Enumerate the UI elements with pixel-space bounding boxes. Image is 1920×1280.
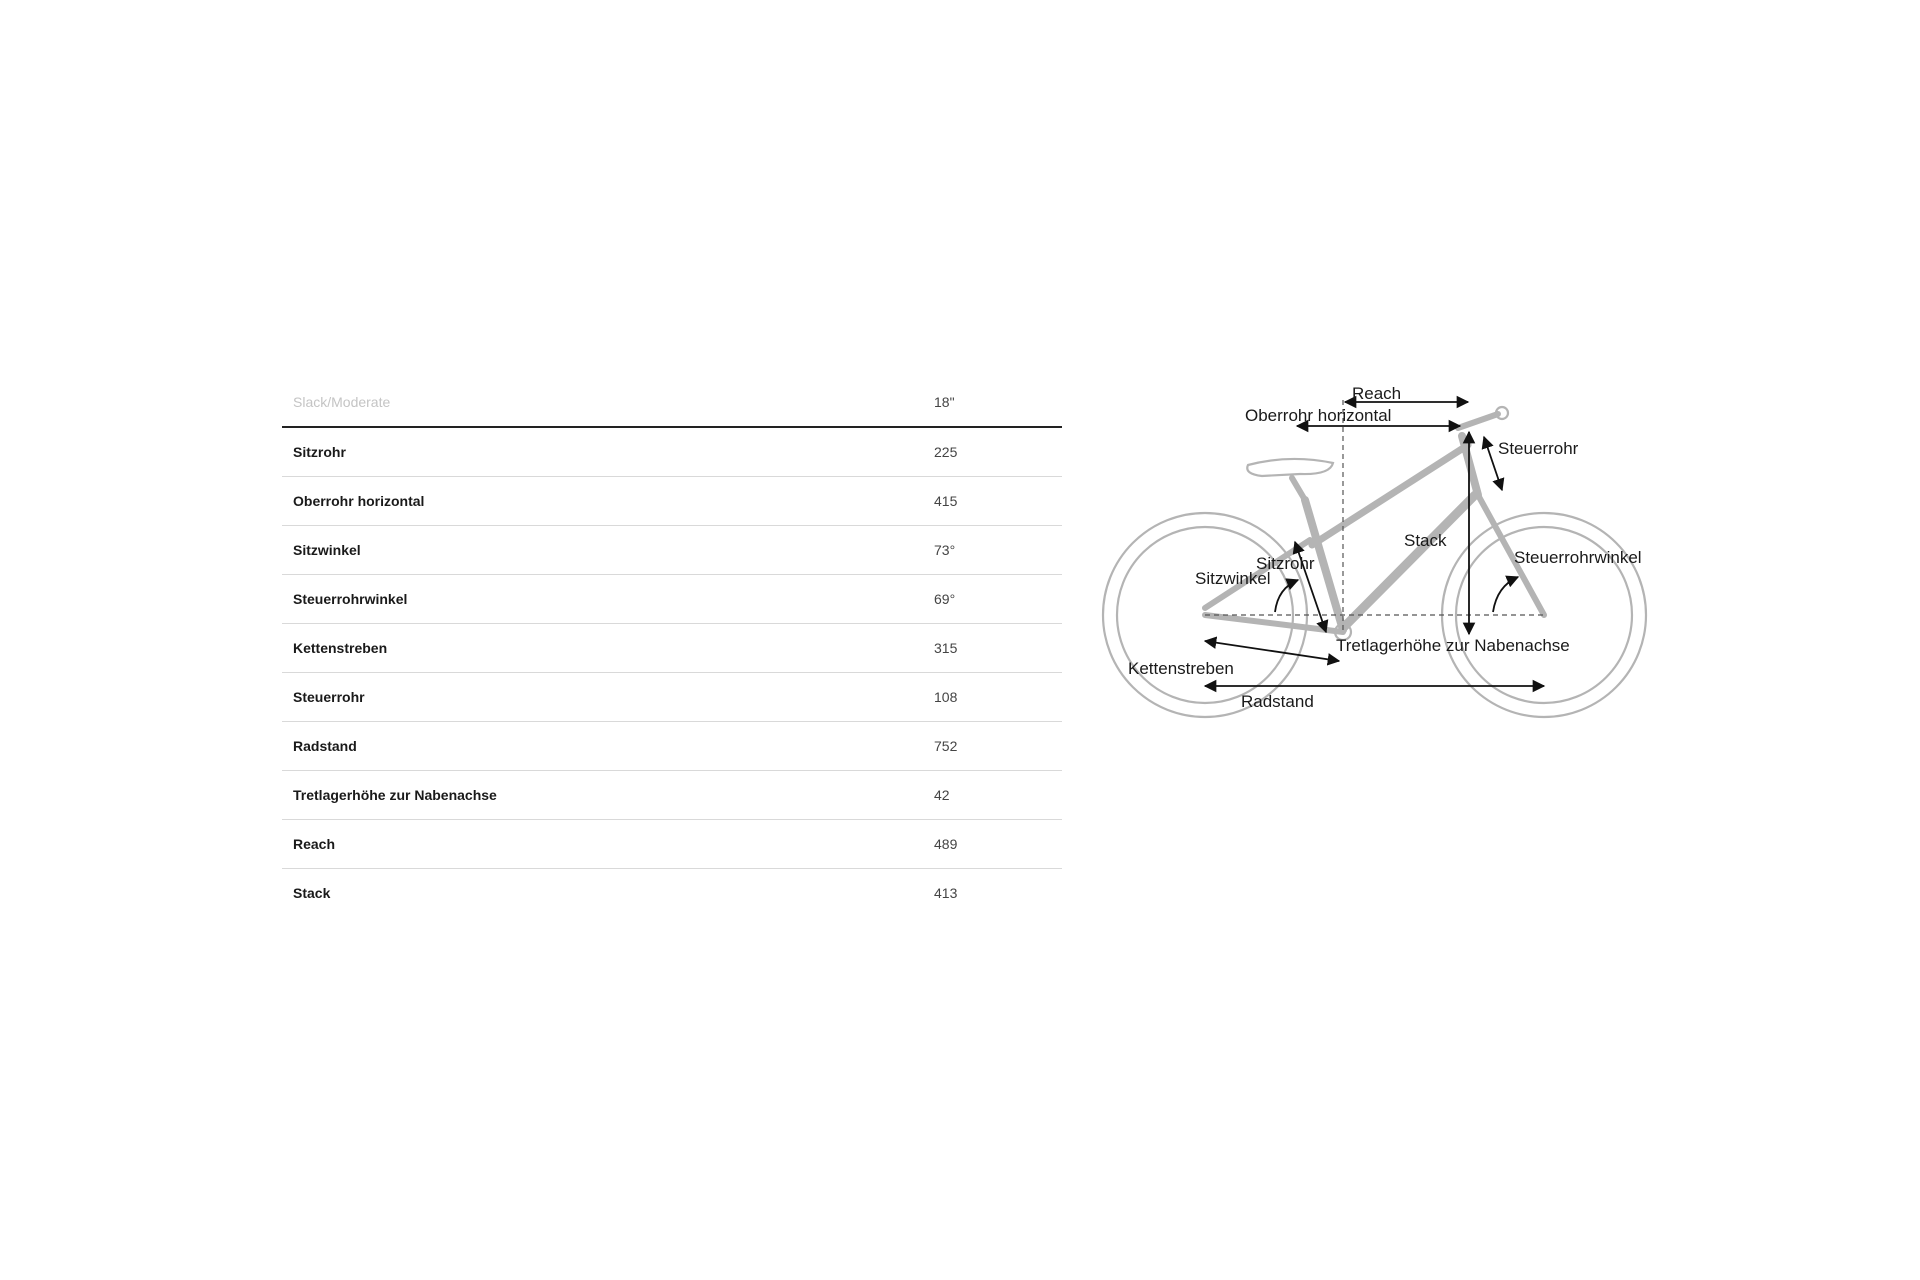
row-value: 315 (934, 640, 958, 656)
table-row (282, 428, 1062, 477)
seatpost (1292, 478, 1305, 500)
row-value: 225 (934, 444, 958, 460)
saddle (1247, 459, 1333, 476)
table-row (282, 771, 1062, 820)
label-stack: Stack (1404, 531, 1447, 550)
label-kettenstreben: Kettenstreben (1128, 659, 1234, 678)
steuerrohrwinkel-arc (1493, 577, 1518, 612)
label-reach: Reach (1352, 384, 1402, 403)
row-label: Sitzrohr (293, 444, 346, 460)
row-label: Oberrohr horizontal (293, 493, 425, 509)
row-value: 73° (934, 542, 956, 558)
table-row (282, 477, 1062, 526)
label-sitzrohr: Sitzrohr (1256, 554, 1315, 573)
row-label: Radstand (293, 738, 357, 754)
row-value: 489 (934, 836, 958, 852)
table-row (282, 673, 1062, 722)
row-label: Reach (293, 836, 336, 852)
row-label: Steuerrohrwinkel (293, 591, 408, 607)
row-label: Stack (293, 885, 331, 901)
kettenstreben-arrow (1205, 641, 1339, 661)
geometry-table (282, 378, 1062, 917)
row-value: 415 (934, 493, 958, 509)
row-value: 413 (934, 885, 958, 901)
row-value: 752 (934, 738, 958, 754)
label-steuerrohrwinkel: Steuerrohrwinkel (1514, 548, 1642, 567)
row-label: Tretlagerhöhe zur Nabenachse (293, 787, 497, 803)
header-geometry-label: Slack/Moderate (293, 394, 391, 410)
table-header (282, 378, 1062, 428)
label-radstand: Radstand (1241, 692, 1314, 711)
label-sitzwinkel: Sitzwinkel (1195, 569, 1271, 588)
table-row (282, 624, 1062, 673)
table-row (282, 869, 1062, 917)
table-row (282, 526, 1062, 575)
table-row (282, 722, 1062, 771)
stem (1458, 414, 1498, 428)
label-steuerrohr: Steuerrohr (1498, 439, 1579, 458)
row-value: 42 (934, 787, 950, 803)
label-tretlager: Tretlagerhöhe zur Nabenachse (1336, 636, 1570, 655)
bike-geometry-diagram (1095, 378, 1655, 728)
row-value: 69° (934, 591, 956, 607)
row-label: Steuerrohr (293, 689, 365, 705)
table-row (282, 575, 1062, 624)
table-row (282, 820, 1062, 869)
row-label: Kettenstreben (293, 640, 388, 656)
header-frame-size: 18" (934, 394, 955, 410)
label-oberrohr: Oberrohr horizontal (1245, 406, 1392, 425)
row-label: Sitzwinkel (293, 542, 361, 558)
row-value: 108 (934, 689, 958, 705)
